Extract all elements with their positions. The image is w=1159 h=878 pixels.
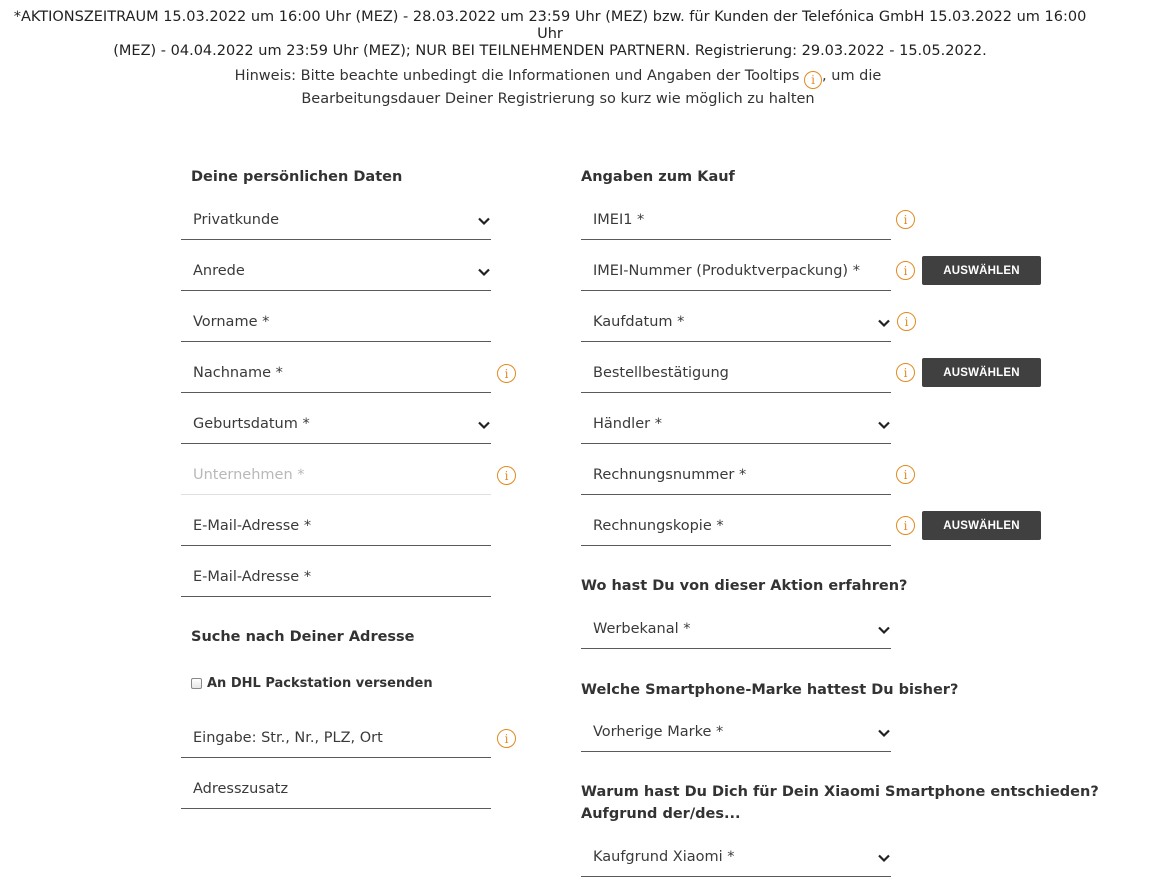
imei-packaging-label: IMEI-Nummer (Produktverpackung) * xyxy=(593,263,860,279)
first-name-placeholder: Vorname * xyxy=(193,314,270,330)
address-search-input[interactable] xyxy=(181,720,491,758)
campaign-notice-line-2: (MEZ) - 04.04.2022 um 23:59 Uhr (MEZ); NUR BEI TEILNEHMENDEN PARTNERN. Registrierung: 29.03.2022 - 15.05.2022. xyxy=(113,43,987,59)
imei-packaging-info-icon[interactable]: i xyxy=(896,261,915,280)
company-input xyxy=(181,457,491,495)
email-placeholder: E-Mail-Adresse * xyxy=(193,518,312,534)
purchase-date-label: Kaufdatum * xyxy=(593,314,685,330)
birthdate-label: Geburtsdatum * xyxy=(193,416,310,432)
invoice-copy-info-icon[interactable]: i xyxy=(896,516,915,535)
purchase-date-select[interactable] xyxy=(581,304,891,342)
order-confirmation-label: Bestellbestätigung xyxy=(593,365,729,381)
address-search-placeholder: Eingabe: Str., Nr., PLZ, Ort xyxy=(193,730,383,746)
imei-packaging-upload[interactable] xyxy=(581,253,891,291)
order-confirmation-upload[interactable] xyxy=(581,355,891,393)
customer-type-value: Privatkunde xyxy=(193,212,280,228)
chevron-down-icon xyxy=(477,265,491,279)
invoice-number-input[interactable] xyxy=(581,457,891,495)
chevron-down-icon xyxy=(877,418,891,432)
previous-brand-label: Vorherige Marke * xyxy=(593,724,724,740)
packstation-label: An DHL Packstation versenden xyxy=(207,676,433,691)
invoice-copy-upload[interactable] xyxy=(581,508,891,546)
previous-brand-heading: Welche Smartphone-Marke hattest Du bisher? xyxy=(581,682,959,698)
salutation-select[interactable] xyxy=(181,253,491,291)
first-name-input[interactable] xyxy=(181,304,491,342)
invoice-copy-select-button[interactable]: AUSWÄHLEN xyxy=(922,511,1041,540)
last-name-placeholder: Nachname * xyxy=(193,365,283,381)
ad-channel-select[interactable] xyxy=(581,611,891,649)
tooltip-hint xyxy=(233,66,883,109)
company-info-icon[interactable]: i xyxy=(497,466,516,485)
purchase-reason-label: Kaufgrund Xiaomi * xyxy=(593,849,735,865)
previous-brand-select[interactable] xyxy=(581,714,891,752)
packstation-option[interactable] xyxy=(191,676,433,691)
hint-text: Hinweis: Bitte beachte unbedingt die Informationen und Angaben der Tooltips xyxy=(234,68,805,84)
invoice-copy-label: Rechnungskopie * xyxy=(593,518,724,534)
chevron-down-icon xyxy=(877,726,891,740)
purchase-data-heading: Angaben zum Kauf xyxy=(581,169,735,185)
imei-packaging-select-button[interactable]: AUSWÄHLEN xyxy=(922,256,1041,285)
address-extra-placeholder: Adresszusatz xyxy=(193,781,289,797)
invoice-number-placeholder: Rechnungsnummer * xyxy=(593,467,747,483)
imei1-info-icon[interactable]: i xyxy=(896,210,915,229)
salutation-label: Anrede xyxy=(193,263,245,279)
hint-text-line-2: Bearbeitungsdauer Deiner Registrierung so kurz wie möglich zu halten xyxy=(301,91,815,107)
campaign-source-heading: Wo hast Du von dieser Aktion erfahren? xyxy=(581,578,908,594)
ad-channel-label: Werbekanal * xyxy=(593,621,691,637)
packstation-checkbox[interactable] xyxy=(191,678,202,689)
campaign-notice xyxy=(0,9,1100,60)
birthdate-select[interactable] xyxy=(181,406,491,444)
purchase-reason-select[interactable] xyxy=(581,839,891,877)
chevron-down-icon xyxy=(477,418,491,432)
customer-type-select[interactable] xyxy=(181,202,491,240)
order-confirmation-info-icon[interactable]: i xyxy=(896,363,915,382)
email-confirm-input[interactable] xyxy=(181,559,491,597)
hint-text-end: , um die xyxy=(822,68,882,84)
purchase-date-info-icon[interactable]: i xyxy=(897,312,916,331)
invoice-number-info-icon[interactable]: i xyxy=(896,465,915,484)
chevron-down-icon xyxy=(877,851,891,865)
personal-data-heading: Deine persönlichen Daten xyxy=(191,169,403,185)
purchase-reason-heading-line-1: Warum hast Du Dich für Dein Xiaomi Smartphone entschieden? xyxy=(581,784,1099,800)
company-placeholder: Unternehmen * xyxy=(193,467,305,483)
address-search-heading: Suche nach Deiner Adresse xyxy=(191,629,415,645)
order-confirmation-select-button[interactable]: AUSWÄHLEN xyxy=(922,358,1041,387)
chevron-down-icon xyxy=(877,316,891,330)
dealer-label: Händler * xyxy=(593,416,662,432)
imei1-input[interactable] xyxy=(581,202,891,240)
address-extra-input[interactable] xyxy=(181,771,491,809)
campaign-notice-line-1: *AKTIONSZEITRAUM 15.03.2022 um 16:00 Uhr (MEZ) - 28.03.2022 um 23:59 Uhr (MEZ) bzw. für Kunden der Telefónica GmbH 15.03.2022 um 16:00 Uhr xyxy=(13,9,1087,42)
dealer-select[interactable] xyxy=(581,406,891,444)
imei1-placeholder: IMEI1 * xyxy=(593,212,645,228)
purchase-reason-heading xyxy=(581,781,1099,825)
address-info-icon[interactable]: i xyxy=(497,729,516,748)
chevron-down-icon xyxy=(877,623,891,637)
email-confirm-placeholder: E-Mail-Adresse * xyxy=(193,569,312,585)
info-icon: i xyxy=(804,71,822,89)
last-name-info-icon[interactable]: i xyxy=(497,364,516,383)
purchase-reason-heading-line-2: Aufgrund der/des... xyxy=(581,806,741,822)
email-input[interactable] xyxy=(181,508,491,546)
last-name-input[interactable] xyxy=(181,355,491,393)
chevron-down-icon xyxy=(477,214,491,228)
